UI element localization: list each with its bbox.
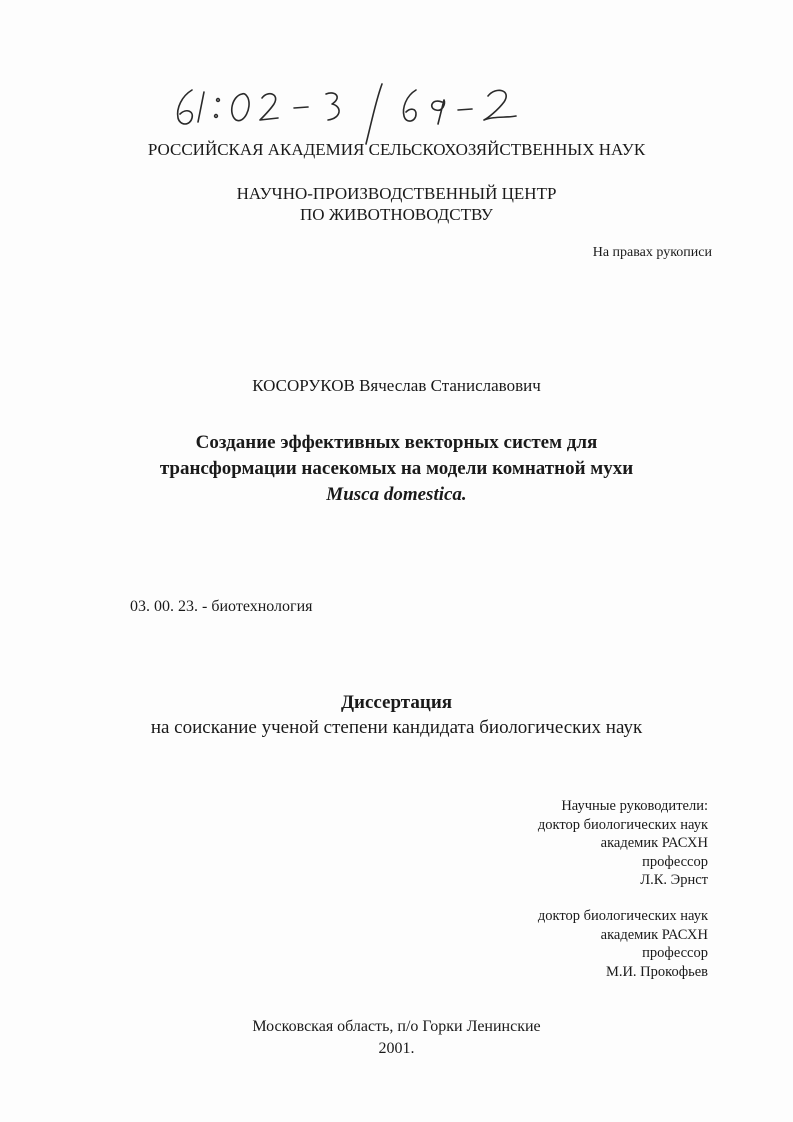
- supervisor-2-name: М.И. Прокофьев: [605, 963, 708, 980]
- supervisor-1-academic: академик РАСХН: [600, 835, 708, 851]
- supervisor-1-degree: доктор биологических наук: [537, 816, 708, 833]
- dissertation-subtitle: на соискание ученой степени кандидата биологических наук: [150, 717, 643, 738]
- dissertation-heading: Диссертация: [340, 692, 453, 713]
- footer-place: Московская область, п/о Горки Ленинские: [252, 1018, 541, 1035]
- author-name: КОСОРУКОВ Вячеслав Станиславович: [252, 376, 541, 395]
- supervisor-1-name: Л.К. Эрнст: [640, 872, 708, 888]
- center-name-line1: НАУЧНО-ПРОИЗВОДСТВЕННЫЙ ЦЕНТР: [236, 184, 557, 203]
- academy-name: РОССИЙСКАЯ АКАДЕМИЯ СЕЛЬСКОХОЗЯЙСТВЕННЫХ НАУК: [147, 140, 646, 159]
- title-line2: трансформации насекомых на модели комнатной мухи: [159, 458, 634, 479]
- title-line3: Musca domestica.: [326, 484, 467, 505]
- center-name-line2: ПО ЖИВОТНОВОДСТВУ: [300, 205, 493, 224]
- supervisor-2-rank: профессор: [642, 945, 708, 961]
- title-line1: Создание эффективных векторных систем для: [195, 432, 598, 453]
- supervisors-heading: Научные руководители:: [561, 798, 708, 814]
- handwritten-archive-number: [170, 78, 550, 148]
- footer-year: 2001.: [378, 1040, 415, 1057]
- supervisors-block-1: [460, 797, 708, 890]
- supervisor-2-academic: академик РАСХН: [600, 926, 708, 943]
- specialty-code: 03. 00. 23. - биотехнология: [130, 598, 313, 615]
- supervisor-2-degree: доктор биологических наук: [537, 908, 708, 924]
- manuscript-rights-note: На правах рукописи: [592, 245, 712, 260]
- supervisors-block-2: [460, 907, 708, 981]
- supervisor-1-rank: профессор: [642, 853, 708, 870]
